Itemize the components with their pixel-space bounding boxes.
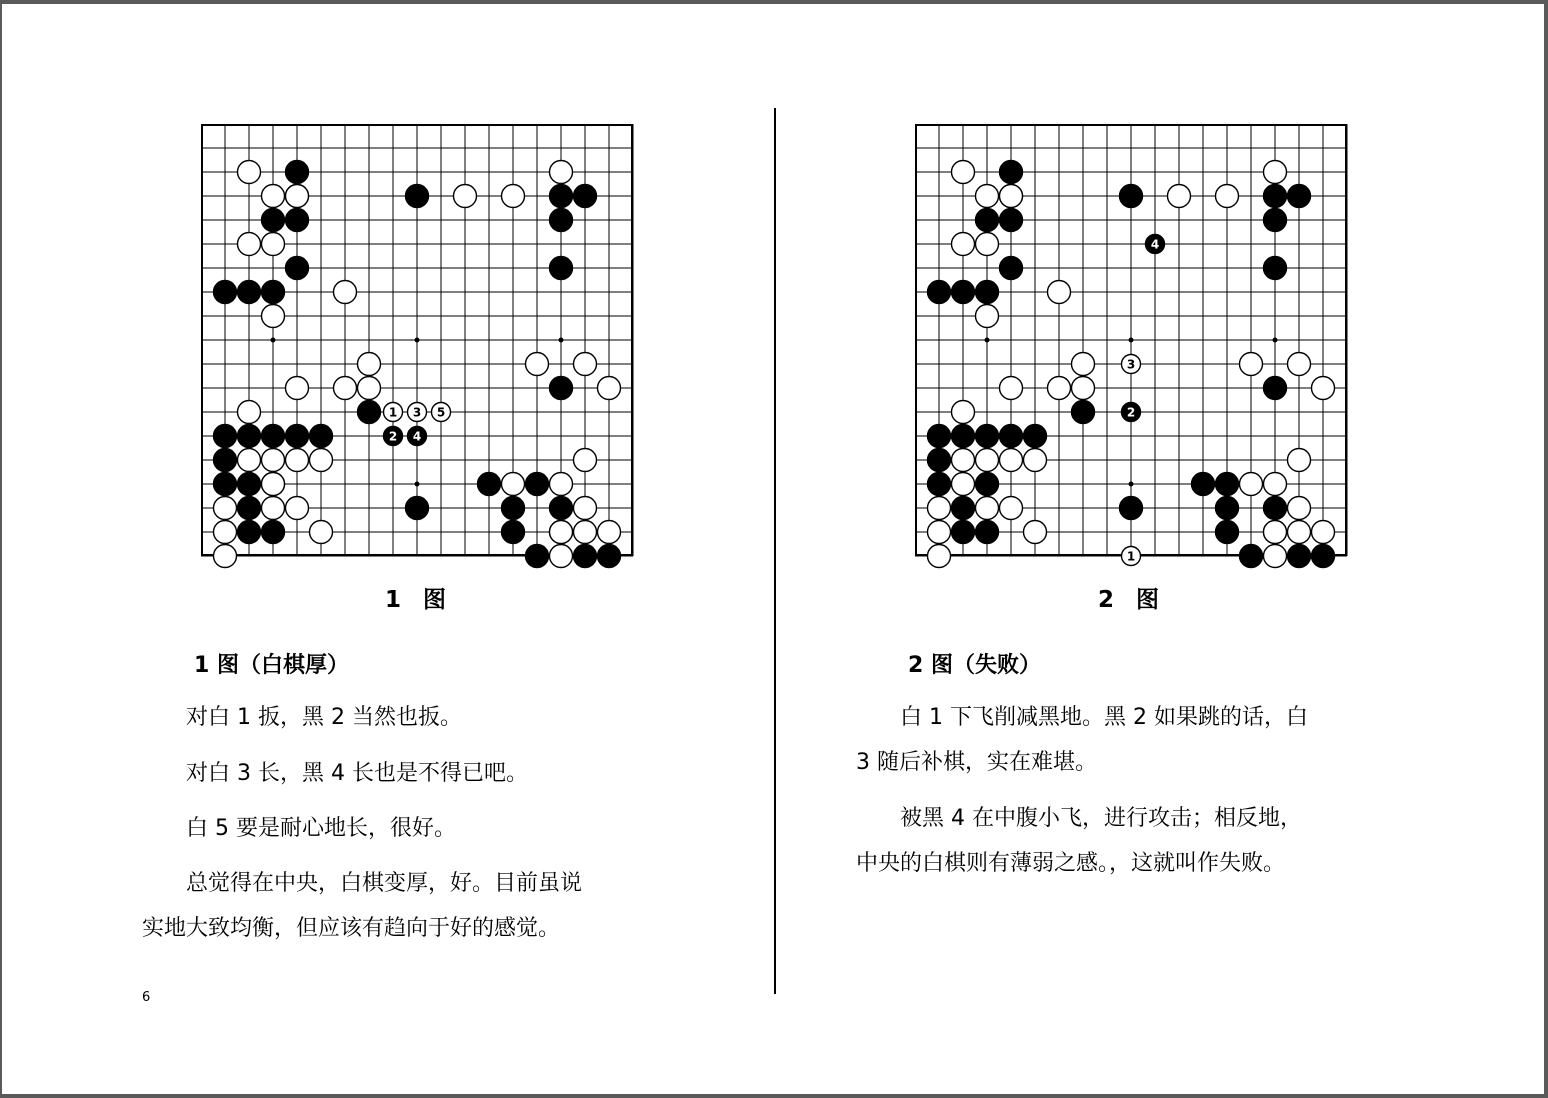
black-stone [1264,497,1287,520]
white-stone [286,449,309,472]
star-point [1129,338,1134,343]
black-stone [238,473,261,496]
white-stone [928,521,951,544]
go-board-svg [915,124,1347,564]
paragraph: 对白 3 长，黑 4 长也是不得已吧。 [142,761,528,786]
black-stone [1024,425,1047,448]
white-stone [214,545,237,568]
black-stone [550,209,573,232]
black-stone [214,473,237,496]
white-stone [262,305,285,328]
black-stone [238,425,261,448]
white-stone [550,521,573,544]
black-stone [286,209,309,232]
black-stone [928,281,951,304]
section-heading-1: 1 图（白棋厚） [194,653,349,678]
star-point [1129,482,1134,487]
black-stone [286,425,309,448]
white-stone [952,233,975,256]
white-stone [310,521,333,544]
white-stone [502,473,525,496]
black-stone [976,281,999,304]
move-number-label: 2 [1126,405,1136,420]
white-stone [952,473,975,496]
white-stone [526,353,549,376]
paragraph: 白 5 要是耐心地长，很好。 [142,816,456,841]
white-stone [358,353,381,376]
white-stone [262,497,285,520]
black-stone [976,521,999,544]
white-stone [1048,377,1071,400]
black-stone [1264,185,1287,208]
star-point [415,482,420,487]
white-stone [598,377,621,400]
figure-caption-1 [385,581,446,614]
black-stone [526,473,549,496]
figure-word: 图 [1136,587,1160,613]
black-stone [574,545,597,568]
black-stone [214,425,237,448]
white-stone [454,185,477,208]
white-stone [1072,377,1095,400]
black-stone [310,425,333,448]
white-stone [238,161,261,184]
figure-number: 1 [385,587,402,613]
black-stone [928,473,951,496]
figure-caption-2 [1098,581,1159,614]
black-stone [598,545,621,568]
white-stone [976,497,999,520]
black-stone [1216,521,1239,544]
black-stone [238,521,261,544]
white-stone [214,521,237,544]
white-stone [550,161,573,184]
move-number-label: 3 [1126,357,1136,372]
black-stone [262,425,285,448]
black-stone [526,545,549,568]
white-stone [1264,545,1287,568]
black-stone [1000,257,1023,280]
move-number-label: 1 [388,405,398,420]
black-stone [550,377,573,400]
black-stone [238,281,261,304]
black-stone [976,425,999,448]
white-stone [574,449,597,472]
black-stone [1264,377,1287,400]
black-stone [406,185,429,208]
black-stone [976,473,999,496]
white-stone [598,521,621,544]
white-stone [1288,353,1311,376]
black-stone [286,257,309,280]
white-stone [1312,521,1335,544]
black-stone [214,281,237,304]
white-stone [1288,497,1311,520]
white-stone [952,161,975,184]
white-stone [952,449,975,472]
white-stone [1072,353,1095,376]
black-stone [1216,473,1239,496]
move-number-label: 4 [1150,237,1160,252]
black-stone [1120,185,1143,208]
black-stone [928,425,951,448]
move-number-label: 1 [1126,549,1136,564]
white-stone [952,401,975,424]
white-stone [574,353,597,376]
black-stone [1192,473,1215,496]
white-stone [550,473,573,496]
paragraph: 对白 1 扳，黑 2 当然也扳。 [142,705,462,730]
move-number-label: 3 [412,405,422,420]
white-stone [550,545,573,568]
white-stone [1000,377,1023,400]
white-stone [1048,281,1071,304]
white-stone [1168,185,1191,208]
white-stone [976,305,999,328]
white-stone [1288,521,1311,544]
go-board-svg [201,124,633,556]
white-stone [1312,377,1335,400]
section-heading-2: 2 图（失败） [908,653,1041,678]
black-stone [478,473,501,496]
black-stone [262,209,285,232]
white-stone [1024,521,1047,544]
white-stone [574,497,597,520]
black-stone [976,209,999,232]
move-number-label: 5 [436,405,446,420]
black-stone [550,257,573,280]
white-stone [928,545,951,568]
white-stone [286,377,309,400]
black-stone [952,497,975,520]
white-stone [286,185,309,208]
page-number: 6 [142,990,151,1005]
star-point [559,338,564,343]
go-board-diagram-2 [915,124,1347,564]
black-stone [1264,257,1287,280]
white-stone [262,449,285,472]
black-stone [1264,209,1287,232]
black-stone [1240,545,1263,568]
black-stone [952,281,975,304]
white-stone [214,497,237,520]
black-stone [1072,401,1095,424]
white-stone [1240,473,1263,496]
white-stone [1240,353,1263,376]
white-stone [976,233,999,256]
black-stone [238,497,261,520]
move-number-label: 4 [412,429,422,444]
black-stone [262,521,285,544]
white-stone [358,377,381,400]
white-stone [238,449,261,472]
black-stone [502,521,525,544]
white-stone [1288,449,1311,472]
black-stone [928,449,951,472]
star-point [1273,338,1278,343]
star-point [271,338,276,343]
white-stone [502,185,525,208]
white-stone [928,497,951,520]
black-stone [262,281,285,304]
figure-number: 2 [1098,587,1115,613]
figure-word: 图 [423,587,447,613]
white-stone [1024,449,1047,472]
white-stone [1000,185,1023,208]
black-stone [1000,425,1023,448]
star-point [985,338,990,343]
black-stone [1216,497,1239,520]
go-board-diagram-1 [201,124,633,556]
white-stone [1000,449,1023,472]
black-stone [550,185,573,208]
black-stone [406,497,429,520]
black-stone [358,401,381,424]
black-stone [1312,545,1335,568]
white-stone [310,449,333,472]
black-stone [1000,161,1023,184]
white-stone [262,473,285,496]
white-stone [1264,473,1287,496]
black-stone [1288,545,1311,568]
black-stone [574,185,597,208]
page-divider [774,108,776,994]
black-stone [1288,185,1311,208]
white-stone [976,185,999,208]
white-stone [238,401,261,424]
white-stone [1216,185,1239,208]
white-stone [262,233,285,256]
black-stone [286,161,309,184]
black-stone [550,497,573,520]
black-stone [952,425,975,448]
white-stone [1000,497,1023,520]
black-stone [502,497,525,520]
paragraph: 白 1 下飞削减黑地。黑 2 如果跳的话，白 3 随后补棋，实在难堪。 [856,705,1308,775]
star-point [415,338,420,343]
white-stone [262,185,285,208]
white-stone [334,377,357,400]
paragraph: 被黑 4 在中腹小飞，进行攻击；相反地， 中央的白棋则有薄弱之感。，这就叫作失败。 [856,806,1302,876]
black-stone [1120,497,1143,520]
white-stone [334,281,357,304]
black-stone [214,449,237,472]
white-stone [976,449,999,472]
white-stone [1264,161,1287,184]
paragraph: 总觉得在中央，白棋变厚，好。目前虽说 实地大致均衡，但应该有趋向于好的感觉。 [142,871,583,941]
white-stone [574,521,597,544]
black-stone [952,521,975,544]
white-stone [286,497,309,520]
white-stone [1264,521,1287,544]
move-number-label: 2 [388,429,398,444]
white-stone [238,233,261,256]
black-stone [1000,209,1023,232]
